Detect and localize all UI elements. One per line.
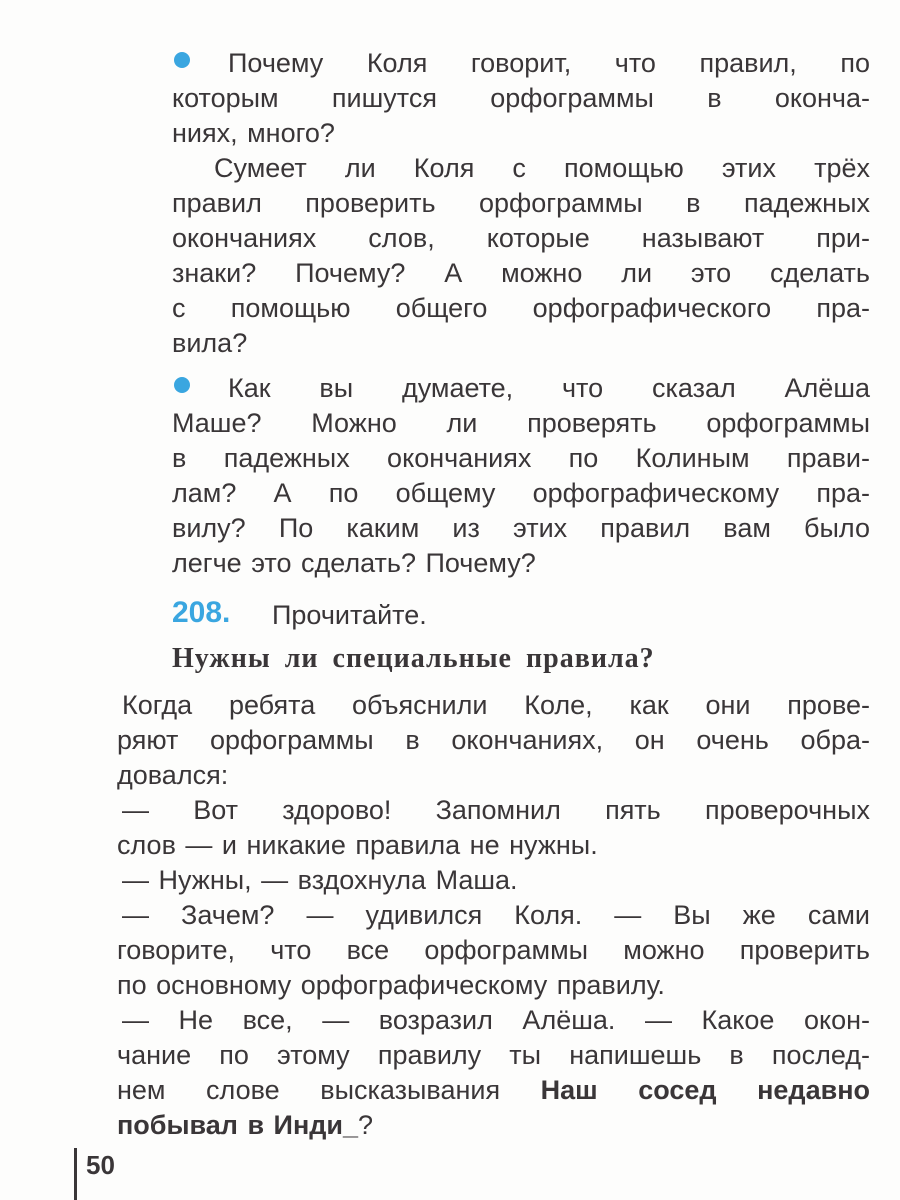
bold-example-phrase: Наш сосед недавно: [540, 1075, 870, 1105]
text-line: Маше? Можно ли проверять орфограммы: [172, 408, 870, 438]
story-paragraph: [117, 863, 870, 898]
story-paragraph: [117, 793, 870, 863]
story-paragraph: [117, 898, 870, 1003]
bullet-icon: [174, 377, 190, 393]
text-line: легче это сделать? Почему?: [172, 548, 536, 578]
text-line: довался:: [117, 760, 229, 790]
question-paragraph: [172, 46, 870, 151]
text-line: говорите, что все орфограммы можно проверить: [117, 935, 870, 965]
text-line: в падежных окончаниях по Колиным прави-: [172, 443, 870, 473]
text-line: нем слове высказывания Наш сосед недавно: [117, 1075, 870, 1105]
text-line: Как вы думаете, что сказал Алёша: [228, 373, 870, 403]
text-line: — Не все, — возразил Алёша. — Какое окон-: [122, 1005, 870, 1035]
text-line: слов — и никакие правила не нужны.: [117, 830, 598, 860]
text-line: Когда ребята объяснили Коле, как они прове-: [122, 690, 870, 720]
text-line: лам? А по общему орфографическому пра-: [172, 478, 870, 508]
text-line: правил проверить орфограммы в падежных: [172, 188, 870, 218]
page-margin-rule: [74, 1148, 77, 1200]
story-paragraph: [117, 688, 870, 793]
text-line: — Зачем? — удивился Коля. — Вы же сами: [122, 900, 870, 930]
story-paragraph: [117, 1003, 870, 1143]
bullet-icon: [174, 52, 190, 68]
text-line: вилу? По каким из этих правил вам было: [172, 513, 870, 543]
exercise-number: 208.: [172, 596, 231, 629]
text-line: по основному орфографическому правилу.: [117, 970, 665, 1000]
text-line: окончаниях слов, которые называют при-: [172, 223, 870, 253]
page-number: 50: [86, 1150, 115, 1180]
text-line: чание по этому правилу ты напишешь в послед-: [117, 1040, 870, 1070]
text-line: вила?: [172, 328, 248, 358]
text-title: Нужны ли специальные правила?: [172, 643, 655, 674]
text-line: ниях, много?: [172, 118, 335, 148]
text-line: ряют орфограммы в окончаниях, он очень обра-: [117, 725, 870, 755]
bold-example-phrase: побывал в Инди_: [117, 1110, 359, 1140]
text-line: с помощью общего орфографического пра-: [172, 293, 870, 323]
text-line: которым пишутся орфограммы в оконча-: [172, 83, 870, 113]
text-line: побывал в Инди_?: [117, 1110, 374, 1140]
question-paragraph: [172, 371, 870, 581]
question-paragraph: [172, 151, 870, 361]
text-line: Сумеет ли Коля с помощью этих трёх: [214, 153, 870, 183]
exercise-instruction: Прочитайте.: [272, 600, 427, 630]
text-line: знаки? Почему? А можно ли это сделать: [172, 258, 870, 288]
text-line: — Вот здорово! Запомнил пять проверочных: [122, 795, 870, 825]
text-line: Почему Коля говорит, что правил, по: [228, 48, 870, 78]
text-line: — Нужны, — вздохнула Маша.: [122, 865, 518, 895]
